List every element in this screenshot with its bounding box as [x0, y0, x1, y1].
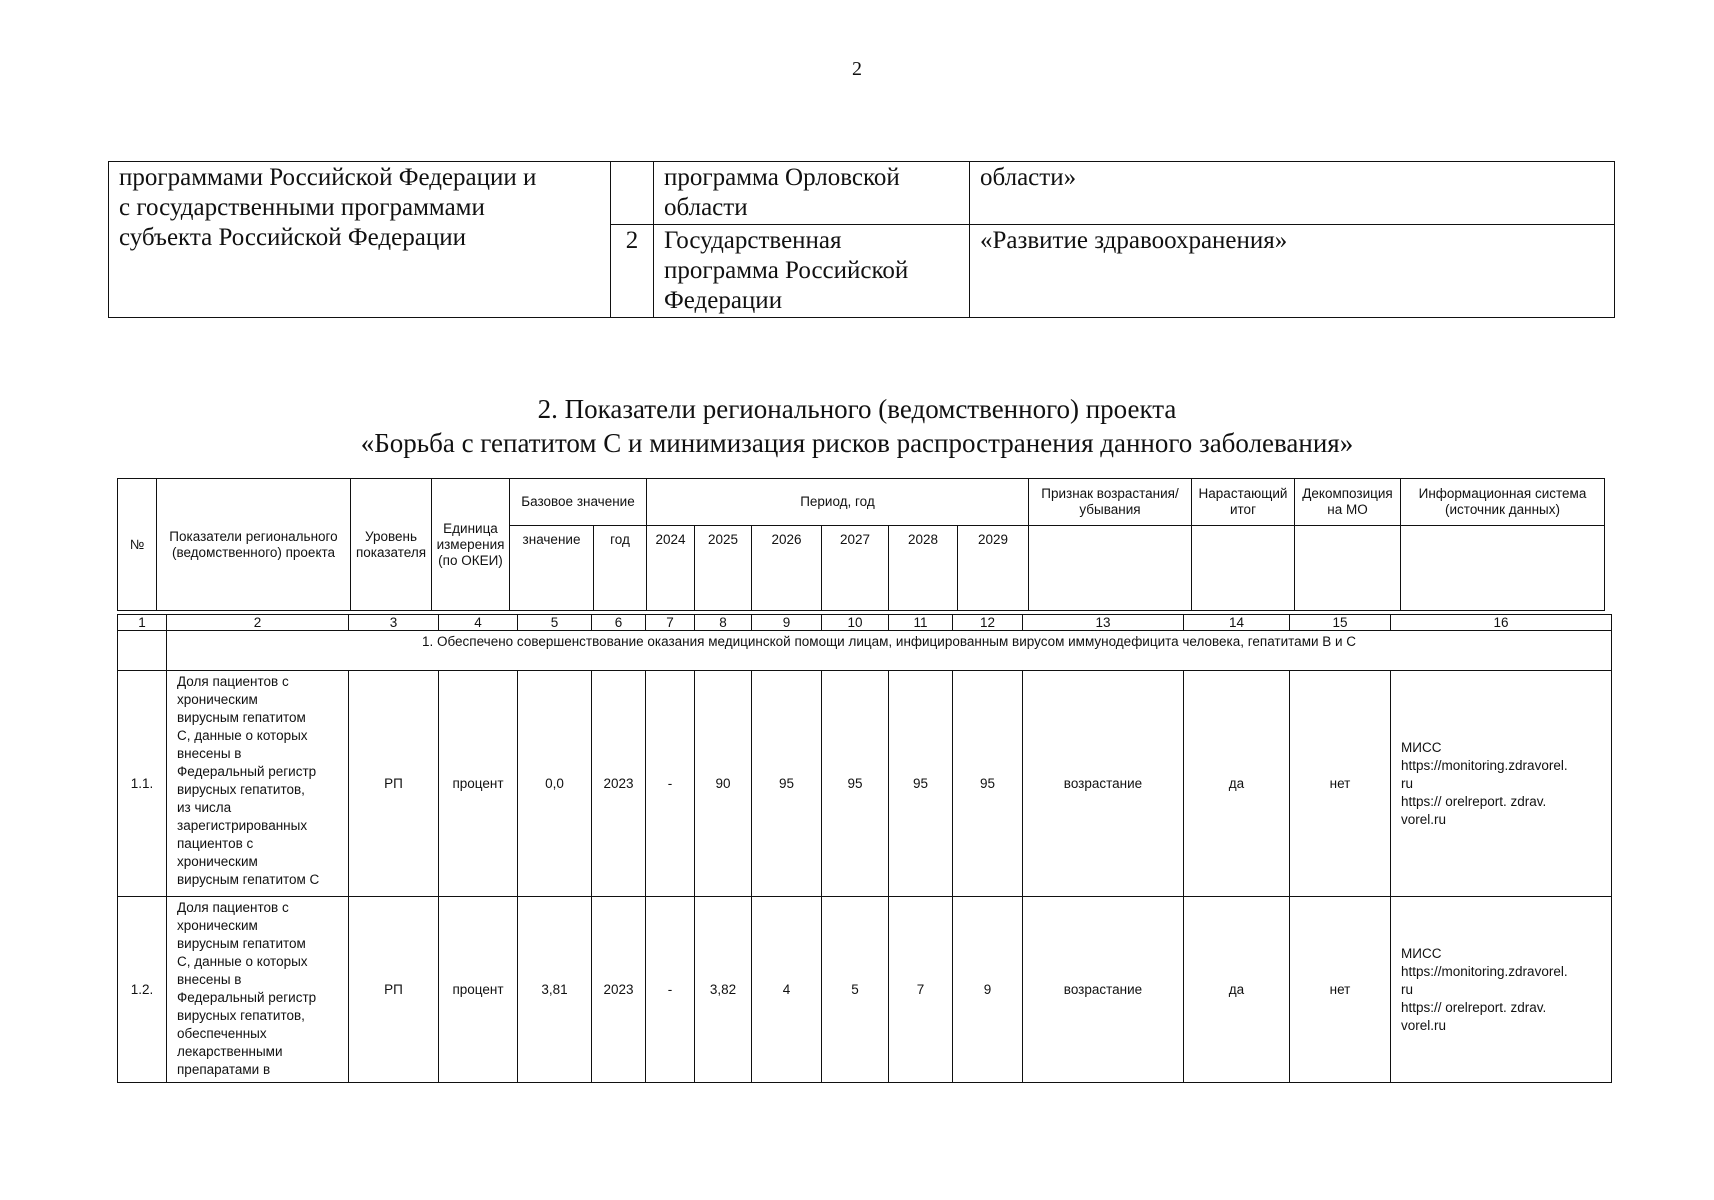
header-level: Уровень показателя — [351, 479, 432, 611]
column-number: 10 — [822, 615, 889, 631]
info-source: МИСС https://monitoring.zdravorel. ru https:// orelreport. zdrav. vorel.ru — [1391, 671, 1612, 897]
header-base-year: год — [594, 526, 647, 611]
header-cumulative: Нарастающий итог — [1192, 479, 1295, 526]
header-trend-empty — [1029, 526, 1192, 611]
header-info-system: Информационная система (источник данных) — [1401, 479, 1605, 526]
column-number: 16 — [1391, 615, 1612, 631]
year-value: 9 — [953, 897, 1023, 1083]
column-number: 11 — [889, 615, 953, 631]
table-row — [118, 897, 1612, 1083]
column-number: 3 — [349, 615, 439, 631]
year-value: 95 — [822, 671, 889, 897]
base-value: 3,81 — [518, 897, 592, 1083]
header-trend: Признак возрастания/убывания — [1029, 479, 1192, 526]
indicator-unit: процент — [439, 897, 518, 1083]
year-value: - — [646, 671, 695, 897]
row-number: 1.2. — [118, 897, 167, 1083]
column-number: 6 — [592, 615, 646, 631]
section-row — [118, 631, 1612, 671]
column-number: 12 — [953, 615, 1023, 631]
year-value: 3,82 — [695, 897, 752, 1083]
header-year: 2025 — [695, 526, 752, 611]
indicator-name: Доля пациентов с хроническим вирусным гепатитом С, данные о которых внесены в Федеральный регистр вирусных гепатитов, из числа зарегистрированных пациентов с хроническим вирусным гепатитом С — [167, 671, 349, 897]
header-year: 2024 — [647, 526, 695, 611]
base-value: 0,0 — [518, 671, 592, 897]
header-year: 2027 — [822, 526, 889, 611]
column-number: 1 — [118, 615, 167, 631]
header-year: 2028 — [889, 526, 958, 611]
year-value: 5 — [822, 897, 889, 1083]
year-value: 95 — [953, 671, 1023, 897]
column-number: 5 — [518, 615, 592, 631]
header-year: 2026 — [752, 526, 822, 611]
header-decomposition-empty — [1295, 526, 1401, 611]
indicators-table — [117, 614, 1612, 1083]
column-number: 9 — [752, 615, 822, 631]
program-row-1 — [109, 162, 1615, 225]
column-number: 4 — [439, 615, 518, 631]
header-info-empty — [1401, 526, 1605, 611]
decomposition: нет — [1290, 897, 1391, 1083]
year-value: 90 — [695, 671, 752, 897]
section-heading-line1: 2. Показатели регионального (ведомственного) проекта — [537, 394, 1177, 424]
base-year: 2023 — [592, 671, 646, 897]
indicator-level: РП — [349, 897, 439, 1083]
column-number: 15 — [1290, 615, 1391, 631]
decomposition: нет — [1290, 671, 1391, 897]
header-period: Период, год — [647, 479, 1029, 526]
header-cumulative-empty — [1192, 526, 1295, 611]
indicators-header-table — [117, 478, 1605, 611]
column-number: 8 — [695, 615, 752, 631]
base-year: 2023 — [592, 897, 646, 1083]
trend: возрастание — [1023, 897, 1184, 1083]
section-title: 1. Обеспечено совершенствование оказания медицинской помощи лицам, инфицированным вирусом иммунодефицита человека, гепатитами В и С — [167, 631, 1612, 671]
program-type: Государственная программа Российской Федерации — [654, 225, 970, 318]
section-heading-line2: «Борьба с гепатитом С и минимизация рисков распространения данного заболевания» — [360, 428, 1354, 458]
year-value: 7 — [889, 897, 953, 1083]
header-indicator: Показатели регионального (ведомственного) проекта — [157, 479, 351, 611]
program-name: «Развитие здравоохранения» — [970, 225, 1615, 318]
program-link-label: программами Российской Федерации и с государственными программами субъекта Российской Федерации — [109, 162, 611, 318]
section-heading — [0, 392, 1714, 460]
program-number — [611, 162, 654, 225]
column-number: 7 — [646, 615, 695, 631]
column-number: 2 — [167, 615, 349, 631]
year-value: 95 — [889, 671, 953, 897]
year-value: - — [646, 897, 695, 1083]
cumulative: да — [1184, 897, 1290, 1083]
header-num: № — [118, 479, 157, 611]
indicator-level: РП — [349, 671, 439, 897]
year-value: 95 — [752, 671, 822, 897]
trend: возрастание — [1023, 671, 1184, 897]
header-base-value: значение — [510, 526, 594, 611]
header-year: 2029 — [958, 526, 1029, 611]
column-number-row — [118, 615, 1612, 631]
indicator-name: Доля пациентов с хроническим вирусным гепатитом С, данные о которых внесены в Федеральный регистр вирусных гепатитов, обеспеченных лекарственными препаратами в — [167, 897, 349, 1083]
info-source: МИСС https://monitoring.zdravorel. ru https:// orelreport. zdrav. vorel.ru — [1391, 897, 1612, 1083]
column-number: 13 — [1023, 615, 1184, 631]
indicator-unit: процент — [439, 671, 518, 897]
table-row — [118, 671, 1612, 897]
year-value: 4 — [752, 897, 822, 1083]
program-type: программа Орловской области — [654, 162, 970, 225]
row-number: 1.1. — [118, 671, 167, 897]
page-number: 2 — [852, 58, 862, 80]
header-base: Базовое значение — [510, 479, 647, 526]
cumulative: да — [1184, 671, 1290, 897]
program-link-table — [108, 161, 1615, 318]
header-decomposition: Декомпозиция на МО — [1295, 479, 1401, 526]
header-unit: Единица измерения (по ОКЕИ) — [432, 479, 510, 611]
column-number: 14 — [1184, 615, 1290, 631]
program-name: области» — [970, 162, 1615, 225]
program-number: 2 — [611, 225, 654, 318]
